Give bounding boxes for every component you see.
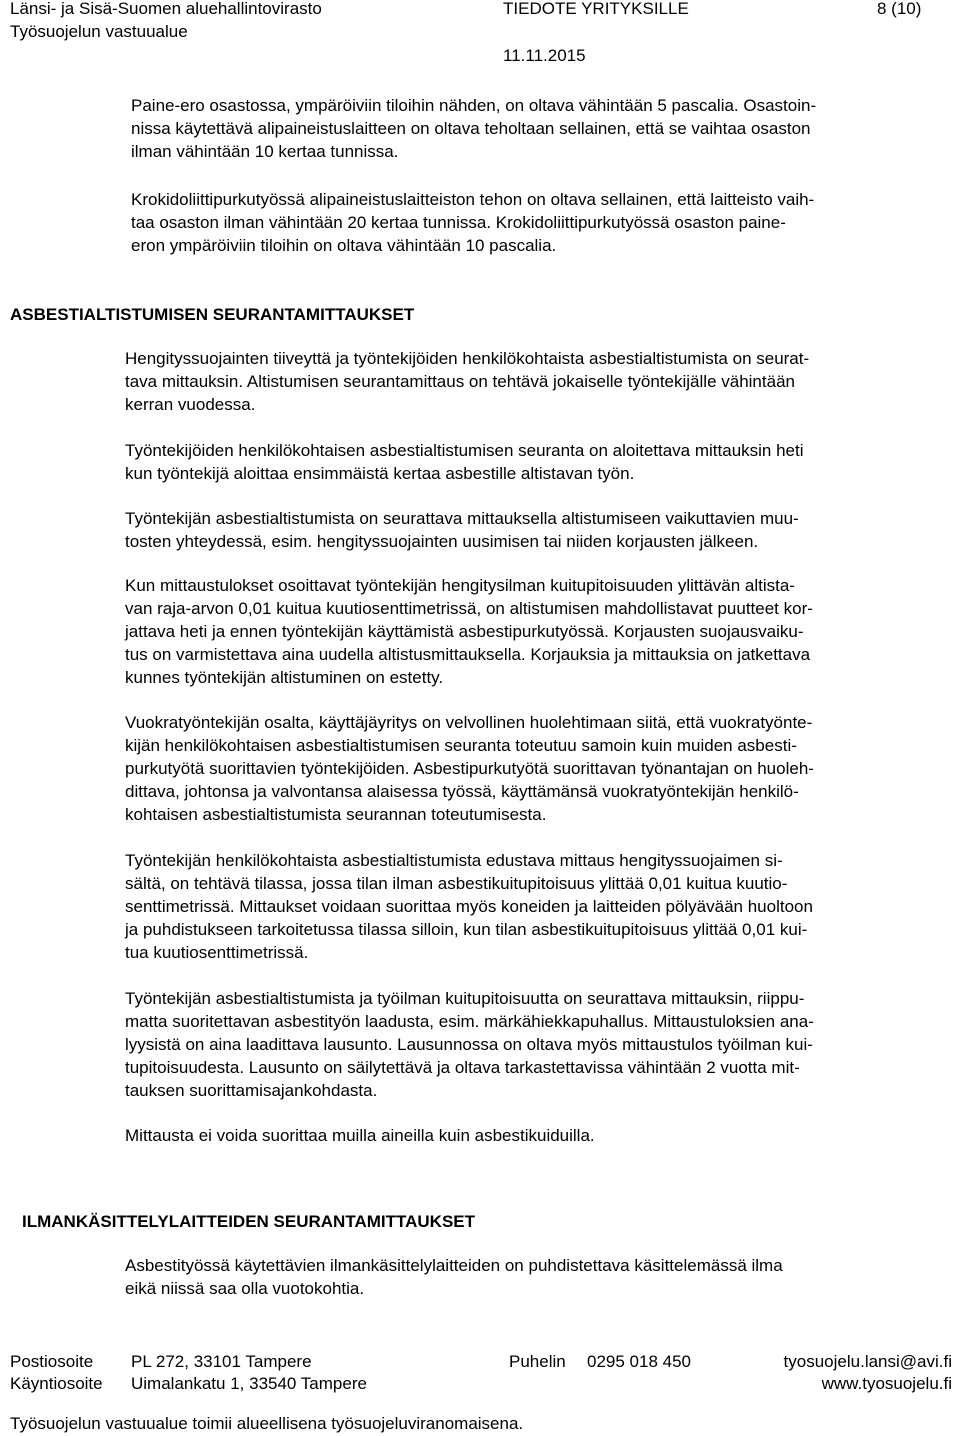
footer-visit-address: Uimalankatu 1, 33540 Tampere [131, 1374, 367, 1393]
text-line: matta suoritettavan asbestityön laadusta, esim. märkähiekkapuhallus. Mittaustuloksien ana- [125, 1011, 814, 1031]
text-line: kerran vuodessa. [125, 394, 256, 414]
footer-postal-label: Postiosoite [10, 1352, 94, 1371]
paragraph [125, 440, 804, 486]
footer-postal-address: PL 272, 33101 Tampere [131, 1352, 312, 1371]
text-line: van raja-arvon 0,01 kuitua kuutiosenttimetrissä, on altistumisen mahdollistavat puutteet kor- [125, 598, 813, 618]
text-line: senttimetrissä. Mittaukset voidaan suorittaa myös koneiden ja laitteiden pölyävään huoltoon [125, 896, 813, 916]
text-line: nissa käytettävä alipaineistuslaitteen on oltava teholtaan sellainen, että se vaihtaa osaston [131, 118, 811, 138]
text-line: sältä, on tehtävä tilassa, jossa tilan ilman asbestikuitupitoisuus ylittää 0,01 kuitua kuutio- [125, 873, 788, 893]
footer-email-link[interactable]: tyosuojelu.lansi@avi.fi [783, 1352, 952, 1371]
text-line: Krokidoliittipurkutyössä alipaineistuslaitteiston tehon on oltava sellainen, että laitteisto vaih- [131, 190, 815, 209]
text-line: Mittausta ei voida suorittaa muilla aineilla kuin asbestikuiduilla. [125, 1126, 595, 1145]
text-line: tus on varmistettava aina uudella altistusmittauksella. Korjauksia ja mittauksia on jatkettava [125, 644, 811, 664]
paragraph [131, 95, 816, 164]
paragraph [125, 575, 813, 690]
paragraph [125, 508, 799, 554]
text-line: tosten yhteydessä, esim. hengityssuojainten uusimisen tai niiden korjausten jälkeen. [125, 531, 759, 551]
org-name: Länsi- ja Sisä-Suomen aluehallintovirasto [10, 0, 322, 18]
text-line: kijän henkilökohtaisen asbestialtistumisen seuranta toteutuu samoin kuin muiden asbesti- [125, 735, 797, 755]
paragraph [125, 850, 813, 965]
doc-date: 11.11.2015 [503, 46, 586, 65]
doc-type: TIEDOTE YRITYKSILLE [503, 0, 689, 18]
text-line: Hengityssuojainten tiiveyttä ja työntekijöiden henkilökohtaista asbestialtistumista on seurat- [125, 349, 810, 368]
text-line: purkutyötä suorittavien työntekijöiden. Asbestipurkutyötä suorittavan työnantajan on huoleh- [125, 758, 814, 778]
paragraph [125, 1125, 595, 1148]
footer-phone-label: Puhelin [509, 1352, 566, 1371]
text-line: kohtaisen asbestialtistumista seurannan toteutumisesta. [125, 804, 547, 824]
text-line: Asbestityössä käytettävien ilmankäsittelylaitteiden on puhdistettava käsittelemässä ilma [125, 1256, 783, 1275]
text-line: Työntekijän henkilökohtaista asbestialtistumista edustava mittaus hengityssuojaimen si- [125, 851, 783, 870]
text-line: kun työntekijä aloittaa ensimmäistä kertaa asbestille altistavan työn. [125, 463, 635, 483]
text-line: tava mittauksin. Altistumisen seurantamittaus on tehtävä jokaiselle työntekijälle vähintään [125, 371, 795, 391]
text-line: jattava heti ja ennen työntekijän käyttämistä asbestipurkutyössä. Korjausten suojausvaiku- [125, 621, 804, 641]
text-line: Työntekijän asbestialtistumista ja työilman kuitupitoisuutta on seurattava mittauksin, riippu- [125, 989, 805, 1008]
text-line: ilman vähintään 10 kertaa tunnissa. [131, 141, 399, 161]
paragraph [125, 712, 814, 827]
footer-phone: 0295 018 450 [587, 1352, 691, 1371]
footer-note: Työsuojelun vastuualue toimii alueellisena työsuojeluviranomaisena. [10, 1414, 524, 1433]
page-number: 8 (10) [877, 0, 922, 18]
paragraph [125, 988, 814, 1103]
paragraph [125, 348, 809, 417]
text-line: eron ympäröiviin tiloihin on oltava vähintään 10 pascalia. [131, 235, 557, 255]
footer-visit-label: Käyntiosoite [10, 1374, 103, 1393]
text-line: tua kuutiosenttimetrissä. [125, 942, 309, 962]
text-line: kunnes työntekijän altistuminen on estetty. [125, 667, 444, 687]
footer-website-link[interactable]: www.tyosuojelu.fi [821, 1374, 952, 1393]
text-line: taa osaston ilman vähintään 20 kertaa tunnissa. Krokidoliittipurkutyössä osaston paine- [131, 212, 786, 232]
paragraph [131, 189, 814, 258]
text-line: Paine-ero osastossa, ympäröiviin tiloihin nähden, on oltava vähintään 5 pascalia. Osastoin- [131, 96, 817, 115]
text-line: Työntekijöiden henkilökohtaisen asbestialtistumisen seuranta on aloitettava mittauksin heti [125, 441, 804, 460]
text-line: dittava, johtonsa ja valvontansa alaisessa työssä, käyttämänsä vuokratyöntekijän henkilö- [125, 781, 799, 801]
text-line: Kun mittaustulokset osoittavat työntekijän hengitysilman kuitupitoisuuden ylittävän altista- [125, 576, 795, 595]
text-line: ja puhdistukseen tarkoitetussa tilassa silloin, kun tilan asbestikuitupitoisuus ylittää 0,01 kui- [125, 919, 808, 939]
section-heading-air-handling: ILMANKÄSITTELYLAITTEIDEN SEURANTAMITTAUKSET [22, 1212, 476, 1231]
text-line: tupitoisuudesta. Lausunto on säilytettävä ja oltava tarkastettavissa vähintään 2 vuotta mit- [125, 1057, 800, 1077]
paragraph [125, 1255, 783, 1301]
text-line: tauksen suorittamisajankohdasta. [125, 1080, 378, 1100]
section-heading-asbestos: ASBESTIALTISTUMISEN SEURANTAMITTAUKSET [10, 305, 415, 324]
text-line: Vuokratyöntekijän osalta, käyttäjäyritys on velvollinen huolehtimaan siitä, että vuokratyönte- [125, 713, 813, 732]
text-line: eikä niissä saa olla vuotokohtia. [125, 1278, 365, 1298]
unit-name: Työsuojelun vastuualue [10, 22, 188, 41]
text-line: lyysistä on aina laadittava lausunto. Lausunnossa on oltava myös mittaustulos työilman kui- [125, 1034, 813, 1054]
text-line: Työntekijän asbestialtistumista on seurattava mittauksella altistumiseen vaikuttavien muu- [125, 509, 799, 528]
